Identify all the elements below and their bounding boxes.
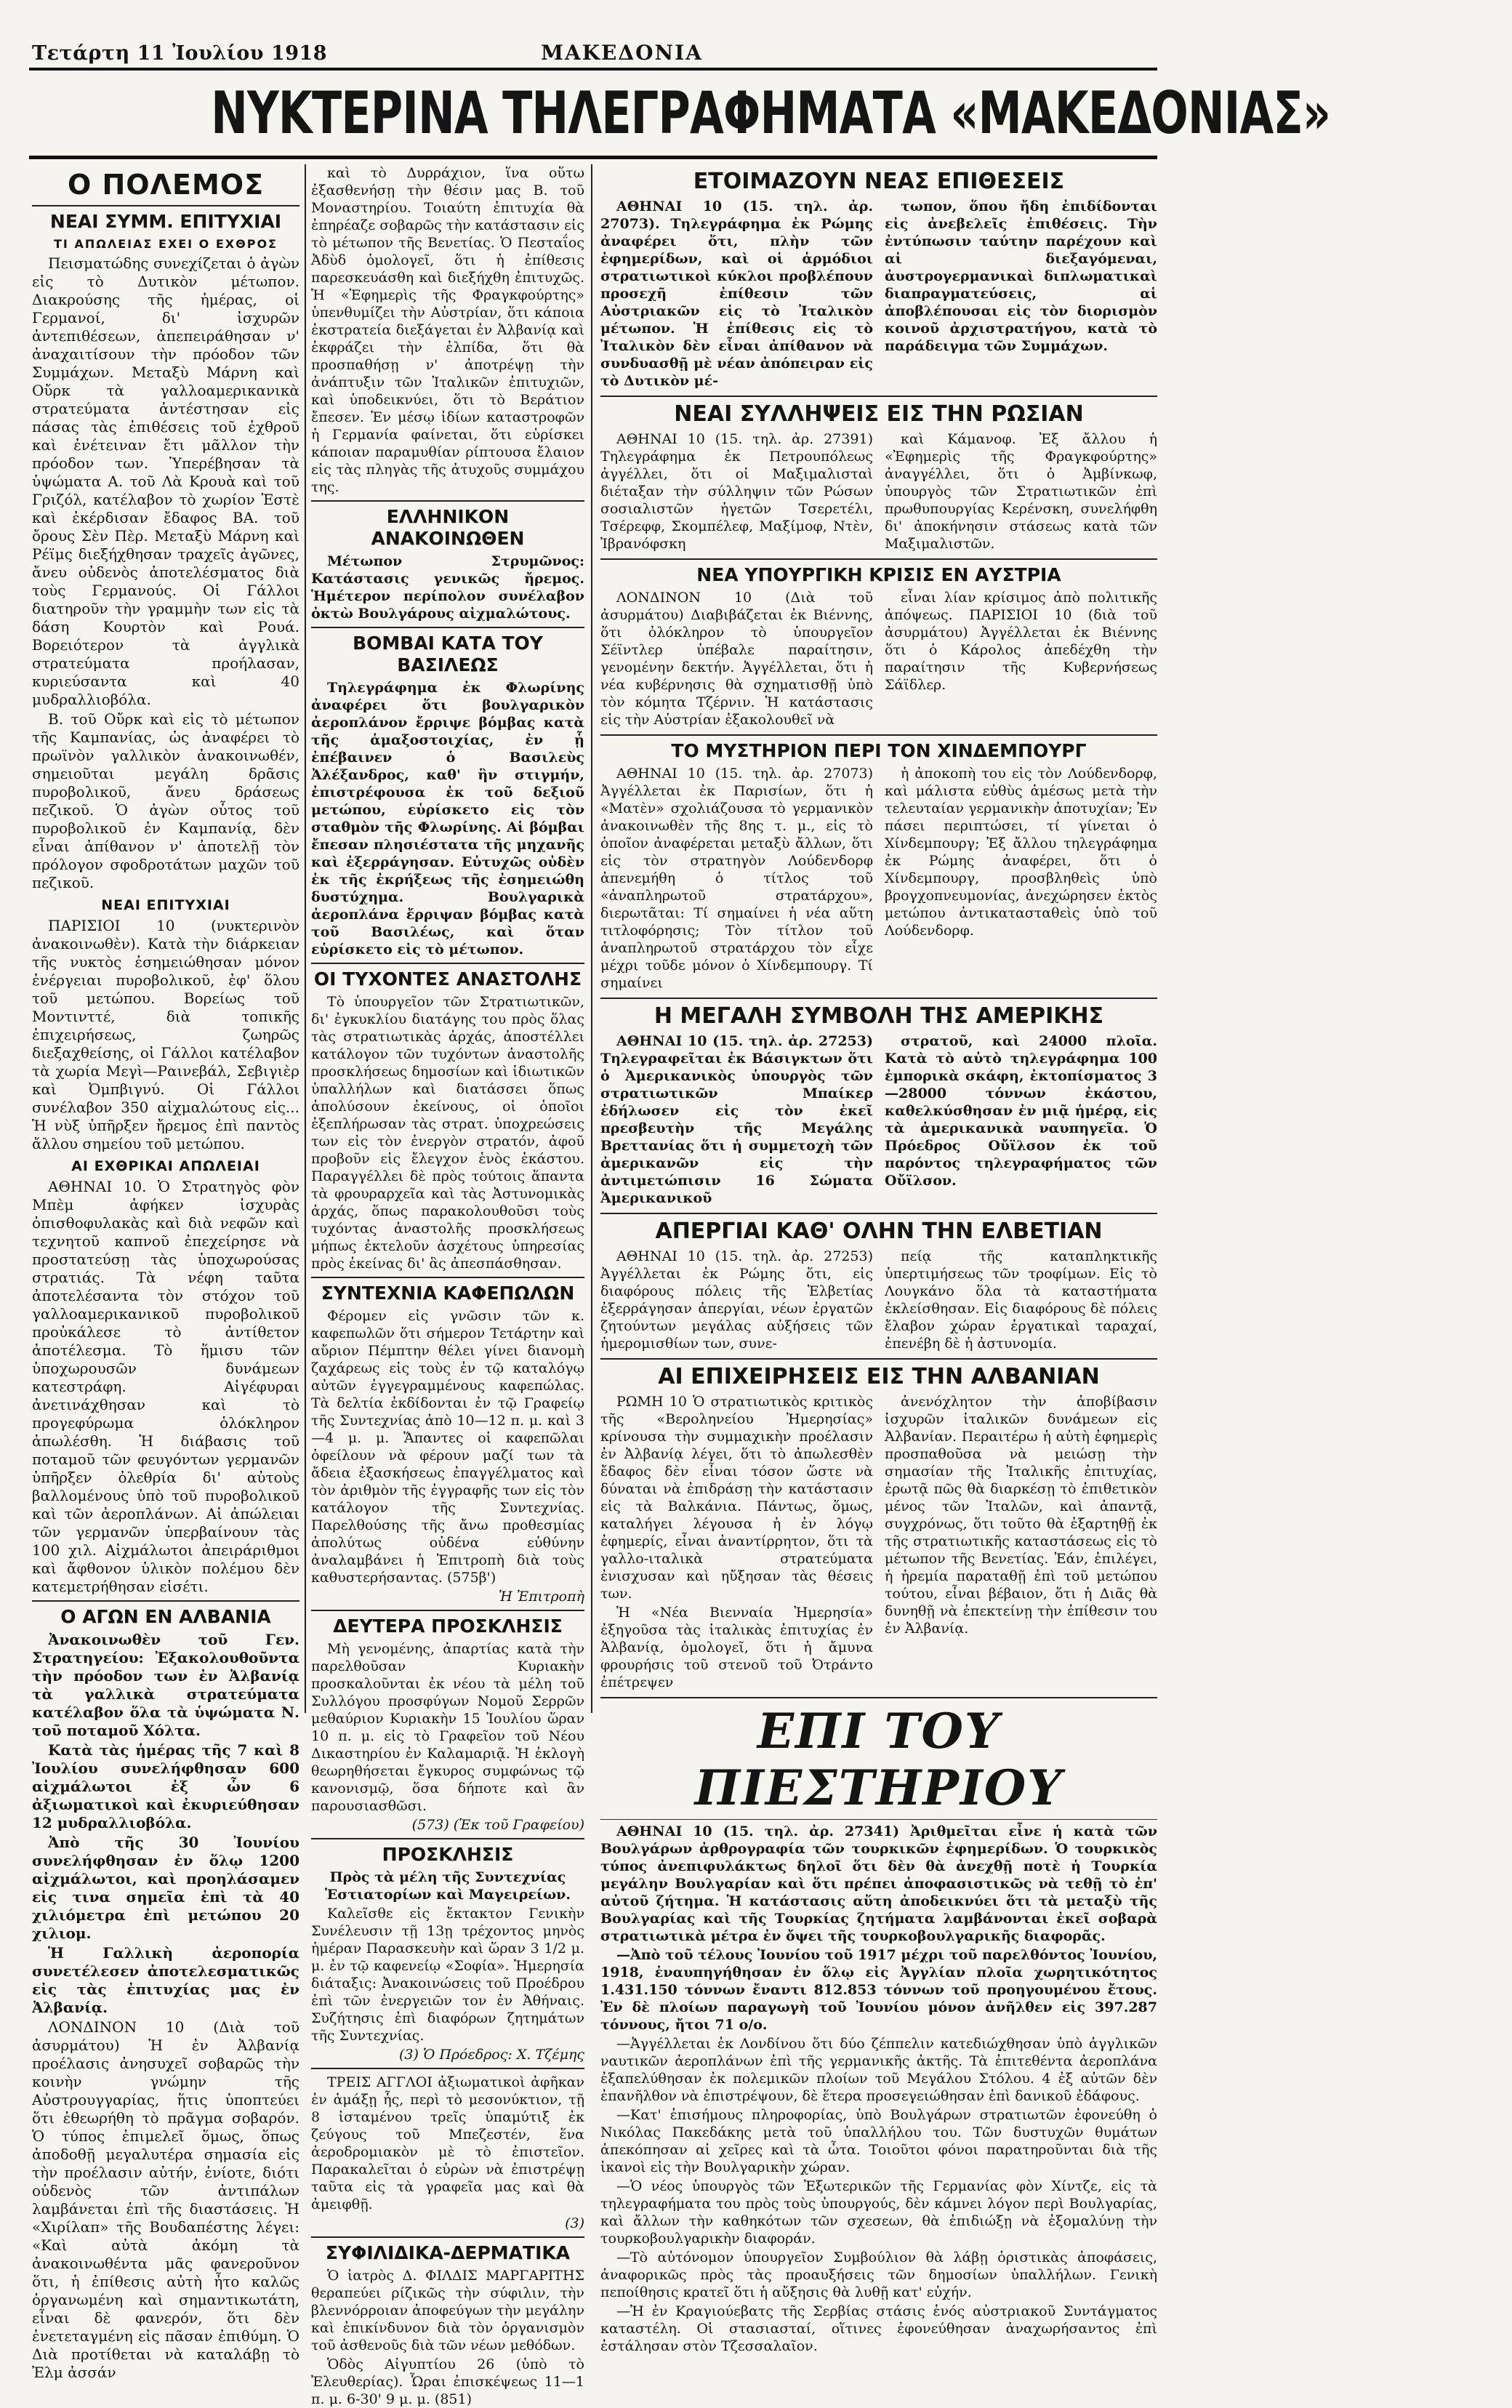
- column-1: [32, 164, 299, 2381]
- advert-heading: ΣΥΦΙΛΙΔΙΚΑ-ΔΕΡΜΑΤΙΚΑ: [325, 2242, 571, 2263]
- article-body: [600, 1248, 1157, 1354]
- article-paragraph: Μέτωπον Στρυμῶνος: Κατάστασις γενικῶς ἤρεμος. Ἡμέτερον περίπολον συνέλαβον ὀκτὼ Βουλγάρους αἰχμαλώτους.: [311, 553, 584, 622]
- article-paragraph: ΑΘΗΝΑΙ 10 (15. τηλ. ἀρ. 27073) Ἀγγέλλεται ἐκ Παρισίων, ὅτι ἡ «Ματὲν» σχολιάζουσα τὸ γερμανικὸν ἀνακοινωθὲν τῆς 8ης τ. μ., εἰς τὸ ὁποῖον ἀναφέρεται μεταξὺ ἄλλων, ὅτι εἰς τὸν στρατηγὸν Λούδενδορφ ἀπενεμήθη ὁ τίτλος τοῦ «ἀναπληρωτοῦ στρατάρχου», διερωτᾶται: Τί σημαίνει ἡ νέα αὕτη τιτλοφόρησις; Τὸν τίτλον τοῦ ἀναπληρωτοῦ στρατάρχου τὸν εἶχε μέχρι τοῦδε μόνον ὁ Χίνδεμπουργ. Τί σημαίνει: [600, 766, 873, 991]
- article-paragraph: Φέρομεν εἰς γνῶσιν τῶν κ. καφεπωλῶν ὅτι σήμερον Τετάρτην καὶ αὔριον Πέμπτην θέλει γίνει διανομὴ ζαχάρεως εἰς τοὺς ἐν τῷ καταλόγῳ αὐτῶν ἐγγεγραμμένους καφεπώλας. Τὰ δελτία ἐκδίδονται ἐν τῷ Γραφείῳ τῆς Συντεχνίας ἀπὸ 10—12 π. μ. καὶ 3—4 μ. μ. Ἅπαντες οἱ καφεπῶλαι ὀφείλουν νὰ φέρουν μαζί των τὰ ἄδεια ἐξασκήσεως ἐπαγγέλματος καὶ τὸν ἀριθμὸν τῆς ἐγγραφῆς των εἰς τὸν κατάλογον τῆς Συντεχνίας. Παρελθούσης τῆς ἄνω προθεσμίας ἀπολύτως οὐδένα εὐθύνην ἀναλαμβάνει ἡ Ἐπιτροπὴ διὰ τοὺς καθυστερήσαντας. (575β'): [311, 1308, 584, 1586]
- article-paragraph: Ἡ Γαλλικὴ ἀεροπορία συνετέλεσεν ἀποτελεσματικῶς εἰς τὰς ἐπιτυχίας μας ἐν Ἀλβανίᾳ.: [32, 1944, 299, 2016]
- article-paragraph: Κατὰ τὰς ἡμέρας τῆς 7 καὶ 8 Ἰουλίου συνελήφθησαν 600 αἰχμάλωτοι ἐξ ὧν 6 ἀξιωματικοὶ καὶ ἐκυριεύθησαν 12 μυδραλλιοβόλα.: [32, 1741, 299, 1831]
- brief-paragraph: —Ἡ ἐν Κραγιούεβατς τῆς Σερβίας στάσις ἑνός αὐστριακοῦ Συντάγματος καταστέλη. Οἱ στασιασταί, οἵτινες ἐφονεύθησαν ἀναχωρήσαντος ἐπὶ ἐστάλησαν στὸν Τζεσσαλαῖον.: [600, 2303, 1157, 2354]
- article-heading: Ο ΑΓΩΝ ΕΝ ΑΛΒΑΝΙΑ: [60, 1606, 271, 1627]
- article-paragraph: ΑΘΗΝΑΙ 10 (15. τηλ. ἀρ. 27073). Τηλεγράφημα ἐκ Ρώμης ἀναφέρει ὅτι, πλὴν τῶν ἐφημερίδων, καὶ οἱ ἁρμόδιοι στρατιωτικοὶ κύκλοι προβλέπουν προσεχῆ ἐπίθεσιν τῶν Αὐστριακῶν εἰς τὸ Ἰταλικὸν μέτωπον. Ἡ ἐπίθεσις εἰς τὸ Ἰταλικὸν δὲν εἶναι ἀπίθανον νὰ συνδυασθῇ μὲ νέαν ἀπόπειραν εἰς τὸ Δυτικὸν μέ-: [600, 198, 873, 389]
- notice-paragraph: ΤΡΕΙΣ ΑΓΓΛΟΙ ἀξιωματικοὶ ἀφῆκαν ἐν ἁμάξῃ ἧς, περὶ τὸ μεσονύκτιον, τῇ 8 ἰσταμένου τρεῖς ὑπαμύτιξ ἐκ ζεύγους τοῦ Μπεζεστέν, ἕνα ἀεροδρομιακὸν μὲ τὸ ἐπιστεῖον. Παρακαλεῖται ὁ εὑρὼν νὰ ἐπιστρέψῃ ταῦτα εἰς τὰ γραφεῖα μας καὶ θὰ ἀμειφθῇ.: [311, 2074, 584, 2212]
- article-paragraph: ΑΘΗΝΑΙ 10 (15. τηλ. ἀρ. 27253) Ἀγγέλλεται ἐκ Ρώμης ὅτι, εἰς διαφόρους πόλεις τῆς Ἑλβετίας ἐξερράγησαν ἀπεργίαι, νέων ἐργατῶν ζητούντων μεγάλας αὐξήσεις τῶν ἡμερομισθίων των, συνε-: [600, 1248, 873, 1352]
- article-heading: ΔΕΥΤΕΡΑ ΠΡΟΣΚΛΗΣΙΣ: [333, 1616, 563, 1637]
- article-heading: ΝΕΑΙ ΣΥΜΜ. ΕΠΙΤΥΧΙΑΙ: [49, 211, 282, 232]
- article-paragraph: εἶναι λίαν κρίσιμος ἀπὸ πολιτικῆς ἀπόψεως. ΠΑΡΙΣΙΟΙ 10 (διὰ τοῦ ἀσυρμάτου) Ἀγγέλλεται ἐκ Βιέννης ὅτι ὁ Κάρολος ἀπεδέχθη τὴν παραίτησιν τῆς Κυβερνήσεως Σάϊδλερ.: [885, 590, 1157, 693]
- article-body: [600, 430, 1157, 554]
- article-paragraph: ἡ ἀποκοπὴ του εἰς τὸν Λούδενδορφ, καὶ μάλιστα εὐθὺς ἀμέσως μετὰ τὴν τελευταίαν γερμανικὴν ἀποτυχίαν; Ἐν πάσει περιπτώσει, τί γίνεται ὁ Χίνδεμπουργ; Ἐξ ἄλλου τηλεγράφημα ἐκ Ρώμης ἀναφέρει, ὅτι ὁ Χίνδεμπουργ, προσβληθεὶς ὑπὸ βρογχοπνευμονίας, ἀνεχώρησεν ἐκτὸς μετώπου ἀντικατασταθεὶς ὑπὸ τοῦ Λούδενδορφ.: [885, 766, 1157, 939]
- issue-date: Τετάρτη 11 Ἰουλίου 1918: [32, 42, 328, 65]
- article-body: [600, 198, 1157, 391]
- column-3: [600, 164, 1157, 2354]
- article-paragraph: Τηλεγράφημα ἐκ Φλωρίνης ἀναφέρει ὅτι βουλγαρικὸν ἀεροπλάνον ἔρριψε βόμβας κατὰ τῆς ἁμαξοστοιχίας, ἐν ᾗ ἐπέβαινεν ὁ Βασιλεὺς Ἀλέξανδρος, καθ' ἣν στιγμήν, ἐπιστρέφουσα ἐκ τοῦ δεξιοῦ μετώπου, εὑρίσκετο εἰς τὸν σταθμὸν τῆς Φλωρίνης. Αἱ βόμβαι ἔπεσαν πλησιέστατα τῆς μηχανῆς καὶ ἐξερράγησαν. Εὐτυχῶς οὐδὲν ἐκ τῆς ἐκρήξεως τῆς ἐσημειώθη δυστύχημα. Βουλγαρικὰ ἀεροπλάνα ἔρριψαν βόμβας κατὰ τοῦ Βασιλέως, καὶ ὅταν εὑρίσκετο εἰς τὸ μέτωπον.: [311, 680, 584, 958]
- article-heading: ΒΟΜΒΑΙ ΚΑΤΑ ΤΟΥ ΒΑΣΙΛΕΩΣ: [353, 633, 543, 675]
- article-paragraph: ΛΟΝΔΙΝΟΝ 10 (Διὰ τοῦ ἀσυρμάτου) Διαβιβάζεται ἐκ Βιέννης, ὅτι ὁλόκληρον τὸ ὑπουργεῖον Σέϊντλερ ὑπέβαλε παραίτησιν, γενομένην δεκτήν. Ἀγγέλλεται, ὅτι ἡ νέα κυβέρνησις θὰ σχηματισθῇ ὑπὸ τὸν κόμητα Τζέρνιν. Ἡ κατάστασις εἰς τὴν Αὐστρίαν ἐξακολουθεῖ νὰ: [600, 590, 873, 728]
- article-paragraph: Ἡ «Νέα Βιενναία Ἡμερησία» ἐξηγοῦσα τὰς ἰταλικὰς ἐπιτυχίας ἐν Ἀλβανίᾳ, ὁμολογεῖ, ὅτι ἡ ἄμυνα φρουρήσις τοῦ στενοῦ τοῦ Ὀτράντο ἐπέτρεψεν: [600, 1605, 873, 1690]
- article-heading: ΑΙ ΕΧΘΡΙΚΑΙ ΑΠΩΛΕΙΑΙ: [71, 1158, 260, 1174]
- brief-paragraph: —Ἀπὸ τοῦ τέλους Ἰουνίου τοῦ 1917 μέχρι τοῦ παρελθόντος Ἰουνίου, 1918, ἐναυπηγήθησαν ἐν ὅλῳ εἰς Ἀγγλίαν πλοῖα χωρητικότητος 1.431.150 τόννων ἔναντι 812.853 τόννων τοῦ προηγουμένου ἔτους. Ἐν δὲ πλοίων παραγωγὴ τοῦ Ἰουνίου μόνον ἀνῆλθεν εἰς 397.287 τόννους, ἤτοι 71 ο/ο.: [600, 1947, 1157, 2033]
- column-2: [311, 164, 584, 2407]
- brief-paragraph: —Τὸ αὐτόνομον ὑπουργεῖον Συμβούλιον θὰ λάβῃ ὁριστικὰς ἀποφάσεις, ἀναφορικῶς πρὸς τὰς προαυξήσεις τῶν δημοσίων ὑπαλλήλων. Γενικὴ πεποίθησις κρατεῖ ὅτι ἡ αὔξησις θὰ λυθῇ κατ' εὐχήν.: [600, 2250, 1157, 2300]
- banner-rule: [29, 156, 1157, 159]
- article-paragraph: στρατοῦ, καὶ 24000 πλοῖα. Κατὰ τὸ αὐτὸ τηλεγράφημα 100 ἐμπορικὰ σκάφη, ἐκτοπίσματος 3—28000 τόννων ἐκάστου, καθελκύσθησαν ἐν μιᾷ ἡμέρᾳ, εἰς τὰ ἀμερικανικὰ ναυπηγεῖα. Ὁ Πρόεδρος Οὔϊλσον ἐκ τοῦ παρόντος τηλεγραφήματος τῶν Οὔϊλσον.: [885, 1033, 1157, 1189]
- article-paragraph: ΑΘΗΝΑΙ 10 (15. τηλ. ἀρ. 27253) Τηλεγραφεῖται ἐκ Βάσιγκτων ὅτι ὁ Ἀμερικανικὸς ὑπουργὸς τῶν στρατιωτικῶν Μπαίκερ ἐδήλωσεν εἰς τὸν ἐκεῖ πρεσβευτὴν τῆς Μεγάλης Βρεττανίας ὅτι ἡ συμμετοχὴ τῶν ἀμερικανῶν εἰς τὴν ἀντιμετώπισιν 16 Σώματα Ἀμερικανικοῦ: [600, 1033, 873, 1206]
- article-paragraph: Καλεῖσθε εἰς ἔκτακτον Γενικὴν Συνέλευσιν τῇ 13ῃ τρέχοντος μηνὸς ἡμέραν Παρασκευὴν καὶ ὥραν 3 1/2 μ. μ. ἐν τῷ καφενείῳ «Σοφία». Ἡμερησία διάταξις: Ἀνακοινώσεις τοῦ Προέδρου ἐπὶ τῶν ἐνεργειῶν τον ἐν Ἀθήναις. Συζήτησις ἐπὶ διαφόρων ζητημάτων τῆς Συντεχνίας.: [311, 1906, 584, 2044]
- article-subheading: ΤΙ ΑΠΩΛΕΙΑΣ ΕΧΕΙ Ο ΕΧΘΡΟΣ: [54, 237, 278, 251]
- notice-number: (3): [565, 2215, 584, 2231]
- article-paragraph: ἀνενόχλητον τὴν ἀποβίβασιν ἰσχυρῶν ἰταλικῶν δυνάμεων εἰς Ἀλβανίαν. Περαιτέρω ἡ αὐτὴ ἐφημερὶς προσπαθοῦσα νὰ μειώσῃ τὴν σημασίαν τῆς Ἰταλικῆς ἐπιτυχίας, ἐρωτᾷ πῶς θὰ διαρκέσῃ τὸ ἐπιθετικὸν μένος τῶν Ἰταλῶν, καὶ ἀπαντᾷ, συγχρόνως, ὅτι τοῦτο θὰ ἐξαρτηθῇ ἐκ τῆς στρατιωτικῆς καταστάσεως εἰς τὸ μέτωπον τῆς Βενετίας. Ἐάν, ἐπιλέγει, ἡ ἠρεμία παραταθῇ ἐπὶ τοῦ μετώπου τούτου, εἶναι βέβαιον, ὅτι ἡ Διᾶς θὰ δυνηθῇ νὰ ἐπεκτείνῃ τὴν ἐπίθεσιν του ἐν Ἀλβανίᾳ.: [885, 1394, 1157, 1637]
- article-heading: ΑΙ ΕΠΙΧΕΙΡΗΣΕΙΣ ΕΙΣ ΤΗΝ ΑΛΒΑΝΙΑΝ: [658, 1364, 1100, 1389]
- article-heading: ΣΥΝΤΕΧΝΙΑ ΚΑΦΕΠΩΛΩΝ: [321, 1283, 575, 1304]
- article-subheading: Πρὸς τὰ μέλη τῆς Συντεχνίας Ἑστιατορίων καὶ Μαγειρείων.: [325, 1869, 571, 1903]
- article-paragraph: Β. τοῦ Οὔρκ καὶ εἰς τὸ μέτωπον τῆς Καμπανίας, ὡς ἀναφέρει τὸ πρωϊνὸν γαλλικὸν ἀνακοινωθέν, σημειοῦται μεγάλη δρᾶσις πυροβολικοῦ, ἄνευ δράσεως πεζικοῦ. Ὁ ἀγὼν οὗτος τοῦ πυροβολικοῦ ἐν Καμπανίᾳ, δὲν εἶναι ἀπίθανον ν' ἀποτελῇ τὸν πρόλογον σφοδροτάτων μαχῶν τοῦ πεζικοῦ.: [32, 710, 299, 891]
- advert-paragraph: Ὁ ἰατρὸς Δ. ΦΙΛΔΙΣ ΜΑΡΓΑΡΙΤΗΣ θεραπεύει ρίζικῶς τὴν σύφιλιν, τὴν βλεννόρροιαν ἀποφεύγων τὴν μεγάλην καὶ ἐπικίνδυνον διὰ τὸν ὀργανισμὸν τοῦ ἀσθενοῦς διὰ τῶν νέων μεθόδων.: [311, 2268, 584, 2353]
- article-heading: ΝΕΑ ΥΠΟΥΡΓΙΚΗ ΚΡΙΣΙΣ ΕΝ ΑΥΣΤΡΙΑ: [696, 564, 1061, 585]
- article-paragraph: ΡΩΜΗ 10 Ὁ στρατιωτικὸς κριτικὸς τῆς «Βεροληνείου Ἡμερησίας» κρίνουσα τὴν συμμαχικὴν προέλασιν ἐν Ἀλβανίᾳ λέγει, ὅτι τὸ ἀπωλεσθὲν ἔδαφος δὲν εἶναι τόσον ὥστε νὰ δύναται νὰ ἐπιδράσῃ τὴν κατάστασιν εἰς τὰ Βαλκάνια. Πάντως, ὅμως, καταλήγει λέγουσα ἡ ἐν λόγῳ ἐφημερίς, εἶναι ἀναντίρρητον, ὅτι τὰ γαλλο-ιταλικὰ στρατεύματα ἐνισχυσαν καὶ ηὔξησαν τὰς θέσεις των.: [600, 1394, 873, 1602]
- article-heading: ΑΠΕΡΓΙΑΙ ΚΑΘ' ΟΛΗΝ ΤΗΝ ΕΛΒΕΤΙΑΝ: [655, 1219, 1103, 1244]
- brief-paragraph: —Ὁ νέος ὑπουργὸς τῶν Ἐξωτερικῶν τῆς Γερμανίας φὸν Χίντζε, εἰς τὰ τηλεγραφήματα του πρὸς τοὺς ὑπουργούς, δὲν κάμνει λόγον περὶ Βουλγαρίας, καὶ ἄλλων τὴν καθηκότων τῶν σχεσεων, θὰ ἐπιδιώξῃ νὰ ἐξομαλύνῃ τὴν τουρκοβουλγαρικὴν διαφοράν.: [600, 2178, 1157, 2247]
- article-paragraph: τωπον, ὅπου ἤδη ἐπιδίδονται εἰς ἀνεβελεῖς ἐπιθέσεις. Τὴν ἐντύπωσιν ταύτην παρέχουν καὶ αἱ διεξαγόμεναι, ἀυστρογερμανικαὶ διπλωματικαὶ διαπραγματεύσεις, αἱ ἀποβλέπουσαι εἰς τὸν διορισμὸν κοινοῦ ἀρχιστρατήγου, κατὰ τὸ παράδειγμα τῶν Συμμάχων.: [885, 198, 1157, 354]
- brief-paragraph: ΑΘΗΝΑΙ 10 (15. τηλ. ἀρ. 27341) Ἀριθμεῖται εἶνε ἡ κατὰ τῶν Βουλγάρων ἀρθρογραφία τῶν τουρκικῶν ἐφημερίδων. Ὁ τουρκικὸς τύπος ἀνεπιφυλάκτως δηλοῖ ὅτι δὲν θὰ ἀνεχθῇ ποτὲ ἡ Τουρκία μεγάλην Βουλγαρίαν καὶ ὅτι πρέπει ἀποφασιστικῶς νὰ τεθῇ τὸ ἐπ' αὐτοῦ ζήτημα. Ἡ κατάστασις αὕτη ἀποδεικνύει ὅτι τὰ μεταξὺ τῆς Βουλγαρίας καὶ τῆς Τουρκίας ζητήματα λαμβάνονται ἐκεῖ σοβαρὰ στρατιωτικὰ μέτρα ἐν ὄψει τῆς τουρκοβουλγαρικῆς διαφορᾶς.: [600, 1823, 1157, 1944]
- section-heading: ΕΠΙ ΤΟΥ ΠΙΕΣΤΗΡΙΟΥ: [694, 1703, 1063, 1816]
- signature: Ἡ Ἐπιτροπὴ: [498, 1589, 584, 1605]
- article-paragraph: Πεισματώδης συνεχίζεται ὁ ἀγὼν εἰς τὸ Δυτικὸν μέτωπον. Διακρούσης τῆς ἡμέρας, οἱ Γερμανοί, δι' ἰσχυρῶν ἀντεπιθέσεων, ἀπεπειράθησαν ν' ἀναχαιτίσουν τὴν πρόοδον τῶν Συμμάχων. Μεταξὺ Μάρνη καὶ Οὔρκ τὰ γαλλοαμερικανικὰ στρατεύματα ἀντέστησαν εἰς πάσας τὰς ἐπιθέσεις τοῦ ἐχθροῦ καὶ ἐνέτειναν ἔτι μᾶλλον τὴν πρόοδον των. Ὑπερέβησαν τὰ ὑψώματα Α. τοῦ Λὰ Κρουὰ καὶ τοῦ Γριζόλ, κατέλαβον τὸ χωρίον Ἐστὲ καὶ ἐκέρδισαν ἔδαφος ΒΑ. τοῦ ὄρους Σὲν Πὲρ. Μεταξὺ Μάρνη καὶ Ρέϊμς διεξήχθησαν τραχεῖς ἀγῶνες, ἄνευ οὐδενὸς ἀποτελέσματος διὰ τοὺς Γερμανούς. Οἱ Γάλλοι διατηροῦν τὴν γραμμὴν των εἰς τὰ δάση Κουρτὸν καὶ Ρουά. Βορειότερον τὰ ἀγγλικὰ στρατεύματα προήλασαν, κυριεύσαντα καὶ 40 μυδραλλιοβόλα.: [32, 254, 299, 708]
- article-paragraph: ΑΘΗΝΑΙ 10 (15. τηλ. ἀρ. 27391) Τηλεγράφημα ἐκ Πετρουπόλεως ἀγγέλλει, ὅτι οἱ Μαξιμαλισταὶ διέταξαν τὴν σύλληψιν τῶν Ρώσων σοσιαλιστῶν ἡγετῶν Τσερετέλι, Τσέρεφφ, Σκομπέλεφ, Μαξίμοφ, Ντὲν, Ἰβρανόφσκη: [600, 431, 873, 552]
- masthead-rule: [29, 68, 1157, 71]
- article-paragraph: ΠΑΡΙΣΙΟΙ 10 (νυκτερινὸν ἀνακοινωθὲν). Κατὰ τὴν διάρκειαν τῆς νυκτὸς ἐσημειώθησαν μόνον ἐνέργειαι πυροβολικοῦ, ἐφ' ὅλου τοῦ μετώπου. Βορείως τοῦ Μοντινττέ, διὰ τοπικῆς ἐπιχειρήσεως, ζωηρῶς διεξαχθείσης, οἱ Γάλλοι κατέλαβον τὰ χωρία Μεγὶ—Ραινεβάλ, Σεβιγιὲρ καὶ Ὀμπβιγνύ. Οἱ Γάλλοι συνέλαβον 350 αἰχμαλώτους εἰς... Ἡ νὺξ ὑπῆρξεν ἤρεμος ἐπὶ παντὸς ἄλλου σημείου τοῦ μετώπου.: [32, 917, 299, 1152]
- article-paragraph: πείᾳ τῆς καταπληκτικῆς ὑπερτιμήσεως τῶν τροφίμων. Εἰς τὸ Λουγκάνο ὅλα τὰ καταστήματα ἐκλείσθησαν. Εἰς διαφόρους δὲ πόλεις ἔλαβον χώραν ἐργατικαὶ ταραχαί, ἐπενέβη δὲ ἡ ἀστυνομία.: [885, 1248, 1157, 1352]
- article-heading: ΕΛΛΗΝΙΚΟΝ ΑΝΑΚΟΙΝΩΘΕΝ: [371, 506, 525, 549]
- column-divider: [591, 164, 592, 1713]
- article-paragraph: ΛΟΝΔΙΝΟΝ 10 (Διὰ τοῦ ἀσυρμάτου) Ἡ ἐν Ἀλβανίᾳ προέλασις ἀνησυχεῖ σοβαρῶς τὴν κοινὴν γνώμην τῆς Αὐστρουγγαρίας, ἥτις ὑποπτεύει ὅτι ἐθεωρήθη τὸ πρᾶγμα σοβαρόν. Ὁ τύπος ἐπιμελεῖ ὅμως, ὅπως ἀποδοθῇ μεγαλυτέρα σημασία εἰς τὴν προέλασιν αὐτήν, ἐνίοτε, διότι οὐδενὸς τῶν ἀντιπάλων λαμβάνεται ἐπὶ τῆς διαστάσεις. Ἡ «Χιρίλαπ» τῆς Βουδαπέστης λέγει: «Καὶ αὐτὰ ἀκόμη τὰ ἀνακοινωθέντα μᾶς φανεροῦνον ὅτι, ἡ ἐπίθεσις αὐτὴ ἦτο καλῶς ὀργανωμένη καὶ σημαντικωτάτη, εἶναι δὲ φανερόν, ὅτι δὲν ἐνετεταγμένη εἰς πᾶσαν ἐπιθύμη. Ὁ Διὰ προτίθεται νὰ καταλάβῃ τὸ Ἐλμ ἀσσάν: [32, 2018, 299, 2381]
- column-divider: [305, 164, 306, 1713]
- article-paragraph: Ἀπὸ τῆς 30 Ἰουνίου συνελήφθησαν ἐν ὅλῳ 1200 αἰχμάλωτοι, καὶ προηλάσαμεν εἰς τινα σημεῖα ἐπὶ τὰ 40 χιλιόμετρα ἐπὶ μετώπου 20 χιλιομ.: [32, 1834, 299, 1942]
- advert-paragraph: Ὁδὸς Αἰγυπτίου 26 (ὑπὸ τὸ Ἐλευθερίας). Ὧραι ἐπισκέψεως 11—1 π. μ. 6-30' 9 μ. μ. (851): [311, 2356, 584, 2407]
- article-heading: ΝΕΑΙ ΕΠΙΤΥΧΙΑΙ: [101, 897, 230, 913]
- article-heading: ΤΟ ΜΥΣΤΗΡΙΟΝ ΠΕΡΙ ΤΟΝ ΧΙΝΔΕΜΠΟΥΡΓ: [671, 740, 1087, 761]
- brief-paragraph: —Κατ' ἐπισήμους πληροφορίας, ὑπὸ Βουλγάρων στρατιωτῶν ἐφονεύθη ὁ Νικόλας Πακεδάκης μετὰ τοῦ ὑπαλλήλου του. Τῶν δυστυχῶν θυμάτων ἀπεκόπησαν αἱ χεῖρες καὶ τὰ ὦτα. Τοιοῦτοι φόνοι παρατηροῦνται διὰ τῆς ἱκανοὶ εἰς τὴν Βουλγαρικὴν χώραν.: [600, 2107, 1157, 2175]
- signature: (3) Ὁ Πρόεδρος: Χ. Τζέμης: [398, 2047, 584, 2063]
- article-body: [600, 1393, 1157, 1693]
- article-paragraph: καὶ τὸ Δυρράχιον, ἵνα οὕτω ἐξασθενήσῃ τὴν θέσιν μας Β. τοῦ Μοναστηρίου. Τοιαύτη ἐπιτυχία θὰ ἐπηρέαζε σοβαρῶς τὴν κατάστασιν εἰς τὸ μέτωπον τῆς Βενετίας. Ὁ Πεσταΐος Ἀδὺδ ὁμολογεῖ, ὅτι ἡ ἐπίθεσις παρεσκευάσθη καὶ διεξήχθη ἐπιτυχῶς. Ἡ «Ἐφημερὶς τῆς Φραγκφούρτης» ὑπενθυμίζει τὴν Αὐστρίαν, ὅτι κάποια ἐκστρατεία διεξάγεται ἐν Ἀλβανίᾳ καὶ ἐκφράζει τὴν ἐλπίδα, ὅτι θὰ προσπαθήσῃ ν' ἀποτρέψῃ τὴν ἀνάπτυξιν τῶν Ἰταλικῶν ἐπιτυχιῶν, καὶ ὑποδεικνύει, ὅτι τὸ Βεράτιον ἔπεσεν. Ἐν μέσῳ ἰδίων καταστροφῶν ἡ Γερμανία φαίνεται, ὅτι εὑρίσκει κάποιαν παραμυθίαν ρίπτουσα ἔλαιον εἰς τὰς πληγὰς τῆς ἀτυχοῦς συμμάχου της.: [311, 165, 584, 495]
- section-heading: Ο ΠΟΛΕΜΟΣ: [67, 169, 265, 201]
- article-paragraph: Μὴ γενομένης, ἀπαρτίας κατὰ τὴν παρελθοῦσαν Κυριακὴν προσκαλοῦνται ἐκ νέου τὰ μέλη τοῦ Συλλόγου προσφύγων Νομοῦ Σερρῶν μεθαύριον Κυριακὴν 15 Ἰουλίου ὥραν 10 π. μ. εἰς τὸ Γραφεῖον τοῦ Νέου Δικαστηρίου ἐν Καλαμαριᾷ. Ἡ ἐκλογὴ θεωρηθήσεται ἔγκυρος συμφώνως τῷ κανονισμῷ, ὅσα δήποτε καὶ ἂν παρουσιασθῶσι.: [311, 1641, 584, 1814]
- article-heading: ΝΕΑΙ ΣΥΛΛΗΨΕΙΣ ΕΙΣ ΤΗΝ ΡΩΣΙΑΝ: [674, 401, 1084, 427]
- article-paragraph: Ἀνακοινωθὲν τοῦ Γεν. Στρατηγείου: Ἐξακολουθοῦντα τὴν πρόοδον των ἐν Ἀλβανίᾳ τὰ γαλλικὰ στρατεύματα κατέλαβον ὅλα τὰ ὑψώματα Ν. τοῦ ποταμοῦ Χόλτα.: [32, 1631, 299, 1739]
- article-body: [600, 765, 1157, 993]
- article-heading: Η ΜΕΓΑΛΗ ΣΥΜΒΟΛΗ ΤΗΣ ΑΜΕΡΙΚΗΣ: [654, 1003, 1104, 1029]
- article-body: [600, 589, 1157, 730]
- brief-paragraph: —Ἀγγέλλεται ἐκ Λονδίνου ὅτι δύο ζέππελιν κατεδιώχθησαν ὑπὸ ἀγγλικῶν ναυτικῶν ἀεροπλάνων ἐπὶ τῆς γερμανικῆς ἀκτῆς. Τὰ ἐπιτεθέντα ἀεροπλάνα ἐξαπελύθησαν ἐκ πολεμικῶν πλοίων τοῦ Μεγάλου Στόλου. 4 ἐξ αὐτῶν δὲν ἐπανῆλθον νὰ ἐπιστρέψουν, δὲ ἕτερα προσεγειώθησαν ἐπὶ δανικοῦ ἐδάφους.: [600, 2036, 1157, 2104]
- article-heading: ΠΡΟΣΚΛΗΣΙΣ: [382, 1844, 514, 1865]
- masthead: [32, 42, 1157, 65]
- article-paragraph: Τὸ ὑπουργεῖον τῶν Στρατιωτικῶν, δι' ἐγκυκλίου διατάγης του πρὸς ὅλας τὰς στρατιωτικὰς ἀρχάς, ἀποστέλλει κατάλογον τῶν τυχόντων ἀναστολῆς προσκλήσεως δημοσίων καὶ ἰδιωτικῶν ὑπαλλήλων καὶ διατάσσει ὅπως ἀπολύσουν ἐκείνους, οἱ ὁποῖοι ἐξεπλήρωσαν τὰς στρατ. ὑποχρεώσεις των εἰς τὸν ἐνεργὸν στρατόν, ἀφοῦ προβοῦν εἰς ἔλεγχον ἑνὸς ἑκάστου. Παραγγέλλει δὲ πρὸς τούτοις ἅπαντα τὰ φρουραρχεῖα καὶ τὰς Ἀστυνομικὰς ἀρχάς, ὅπως παρακολουθοῦσι τοὺς τυχόντας ἀναστολῆς προσκλήσεως μήπως ἐκτελοῦν ἀσχέτους ὑπηρεσίας πρὸς ἐκείνας δι' ἃς ἀπεσπάσθησαν.: [311, 994, 584, 1272]
- signature: (573) (Ἐκ τοῦ Γραφείου): [411, 1817, 584, 1833]
- article-paragraph: ΑΘΗΝΑΙ 10. Ὁ Στρατηγὸς φὸν Μπὲμ ἀφήκεν ἰσχυρὰς ὀπισθοφυλακὰς καὶ διὰ νεφῶν καὶ τεχνητοῦ καπνοῦ ἐπεχείρησε νὰ προστατεύσῃ τὰς ὑποχωρούσας στρατιάς. Τὰ νέφη ταῦτα ἀποτελέσαντα τὸν στόχον τοῦ γαλλοαμερικανικοῦ πυροβολικοῦ προὐκάλεσε τὸ ἀντίθετον ἀποτέλεσμα. Τὸ ἥμισυ τῶν ὑποχωρουσῶν δυνάμεων κατεστράφη. Αἰγέφυραι ἀνετινάχθησαν καὶ τὸ προγεφύρωμα ὁλόκληρον ἀπωλέσθη. Ἡ διάβασις τοῦ ποταμοῦ τῶν φευγόντων γερμανῶν ὑπῆρξεν ὀλεθρία δι' αὐτοὺς βαλλομένους ὑπὸ τοῦ πυροβολικοῦ καὶ τῶν ἀεροπλάνων. Αἱ ἀπώλειαι τῶν γερμανῶν ὑπερβαίνουν τὰς 100 χιλ. Αἰχμάλωτοι ἀπειράριθμοι καὶ ἄφθονον ὑλικὸν πολέμου δὲν κατεμετρήθησαν εἰσέτι.: [32, 1178, 299, 1595]
- article-paragraph: καὶ Κάμανοφ. Ἐξ ἄλλου ἡ «Ἐφημερὶς τῆς Φραγκφούρτης» ἀναγγέλλει, ὅτι ὁ Ἀμβίνκωφ, ὑπουργὸς τῶν Στρατιωτικῶν ἐπὶ πρωθυπουργίας Κερένσκη, συνελήφθη δι' ἀποκήνησιν στάσεως κατὰ τῶν Μαξιμαλιστῶν.: [885, 431, 1157, 552]
- article-heading: ΟΙ ΤΥΧΟΝΤΕΣ ΑΝΑΣΤΟΛΗΣ: [313, 968, 582, 990]
- article-heading: ΕΤΟΙΜΑΖΟΥΝ ΝΕΑΣ ΕΠΙΘΕΣΕΙΣ: [693, 169, 1065, 194]
- paper-name: ΜΑΚΕΔΟΝΙΑ: [541, 41, 703, 65]
- article-body: [600, 1032, 1157, 1208]
- banner-headline: ΝΥΚΤΕΡΙΝΑ ΤΗΛΕΓΡΑΦΗΜΑΤΑ «ΜΑΚΕΔΟΝΙΑΣ»: [211, 79, 1331, 147]
